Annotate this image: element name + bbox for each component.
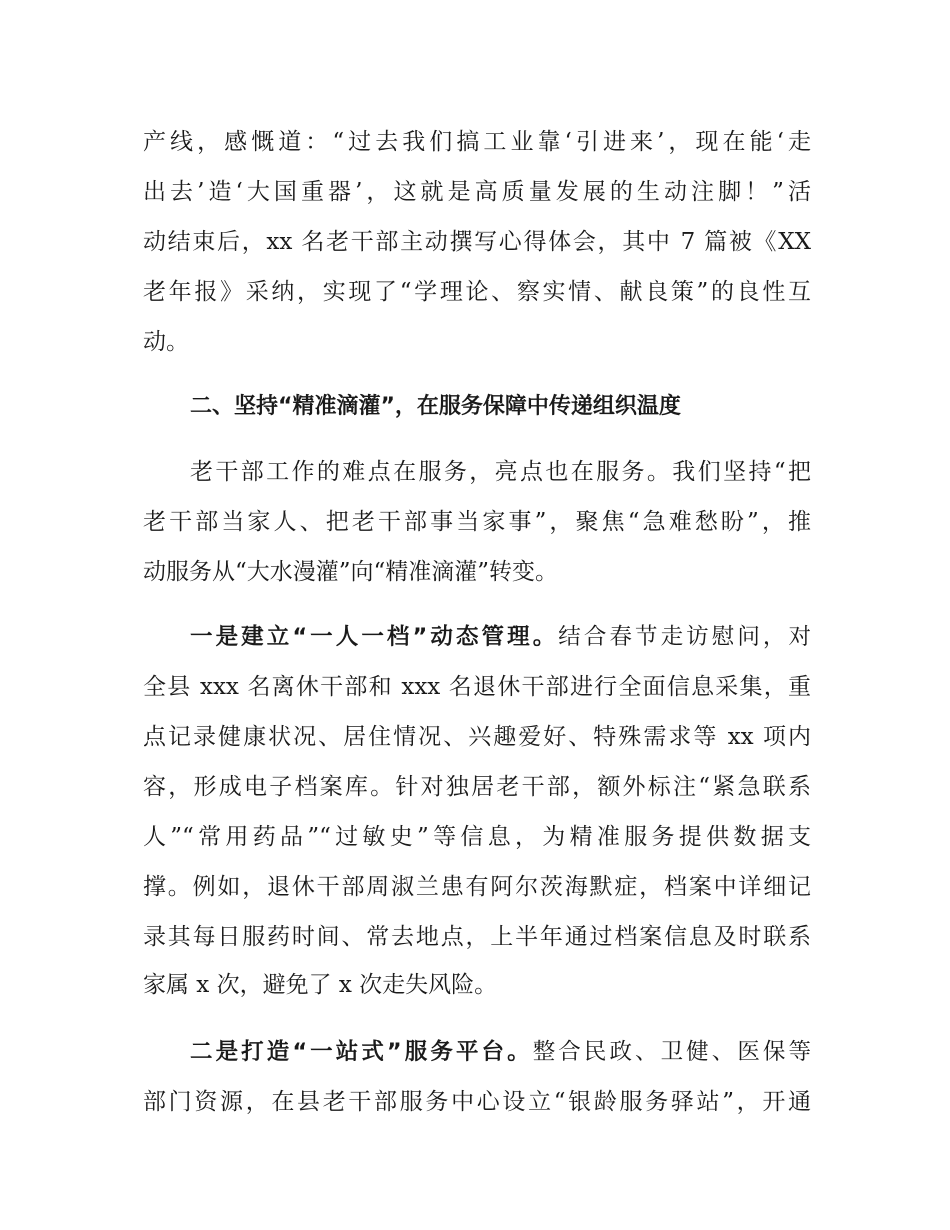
para3-lead: 一是建立“一人一档”动态管理。 xyxy=(190,624,559,650)
para2-line-2: 老干部当家人、把老干部事当家事”，聚焦“急难愁盼”，推 xyxy=(143,509,811,535)
para3-line-8: 家属 x 次，避免了 x 次走失风险。 xyxy=(143,972,498,998)
para4-line-2: 部门资源，在县老干部服务中心设立“银龄服务驿站”，开通 xyxy=(143,1089,811,1115)
para2-line-1: 老干部工作的难点在服务，亮点也在服务。我们坚持“把 xyxy=(190,459,811,485)
para3-line-3: 点记录健康状况、居住情况、兴趣爱好、特殊需求等 xx 项内 xyxy=(143,724,811,750)
para3-line-5: 人”“常用药品”“过敏史”等信息，为精准服务提供数据支 xyxy=(143,824,811,850)
para3-line-4: 容，形成电子档案库。针对独居老干部，额外标注“紧急联系 xyxy=(143,774,811,800)
para1-line-4: 老年报》采纳，实现了“学理论、察实情、献良策”的良性互 xyxy=(143,279,811,305)
para1-line-3: 动结束后，xx 名老干部主动撰写心得体会，其中 7 篇被《XX xyxy=(143,229,811,255)
para1-line-1: 产线，感慨道：“过去我们搞工业靠‘引进来’，现在能‘走 xyxy=(143,129,811,155)
para1-line-2: 出去’造‘大国重器’，这就是高质量发展的生动注脚！”活 xyxy=(143,179,811,205)
section-heading: 二、坚持“精准滴灌”，在服务保障中传递组织温度 xyxy=(190,394,681,419)
para3-line-2: 全县 xxx 名离休干部和 xxx 名退休干部进行全面信息采集，重 xyxy=(143,674,811,700)
para4-first-rest: 整合民政、卫健、医保等 xyxy=(532,1039,811,1065)
para2-line-3: 动服务从“大水漫灌”向“精准滴灌”转变。 xyxy=(143,559,559,585)
para4-line-1 xyxy=(190,1032,811,1072)
para3-line-1 xyxy=(190,617,811,657)
para3-line-7: 录其每日服药时间、常去地点，上半年通过档案信息及时联系 xyxy=(143,924,811,950)
para3-first-rest: 结合春节走访慰问，对 xyxy=(558,624,811,650)
para3-line-6: 撑。例如，退休干部周淑兰患有阿尔茨海默症，档案中详细记 xyxy=(143,874,811,900)
para4-lead: 二是打造“一站式”服务平台。 xyxy=(190,1039,533,1065)
para1-line-5: 动。 xyxy=(143,329,189,355)
